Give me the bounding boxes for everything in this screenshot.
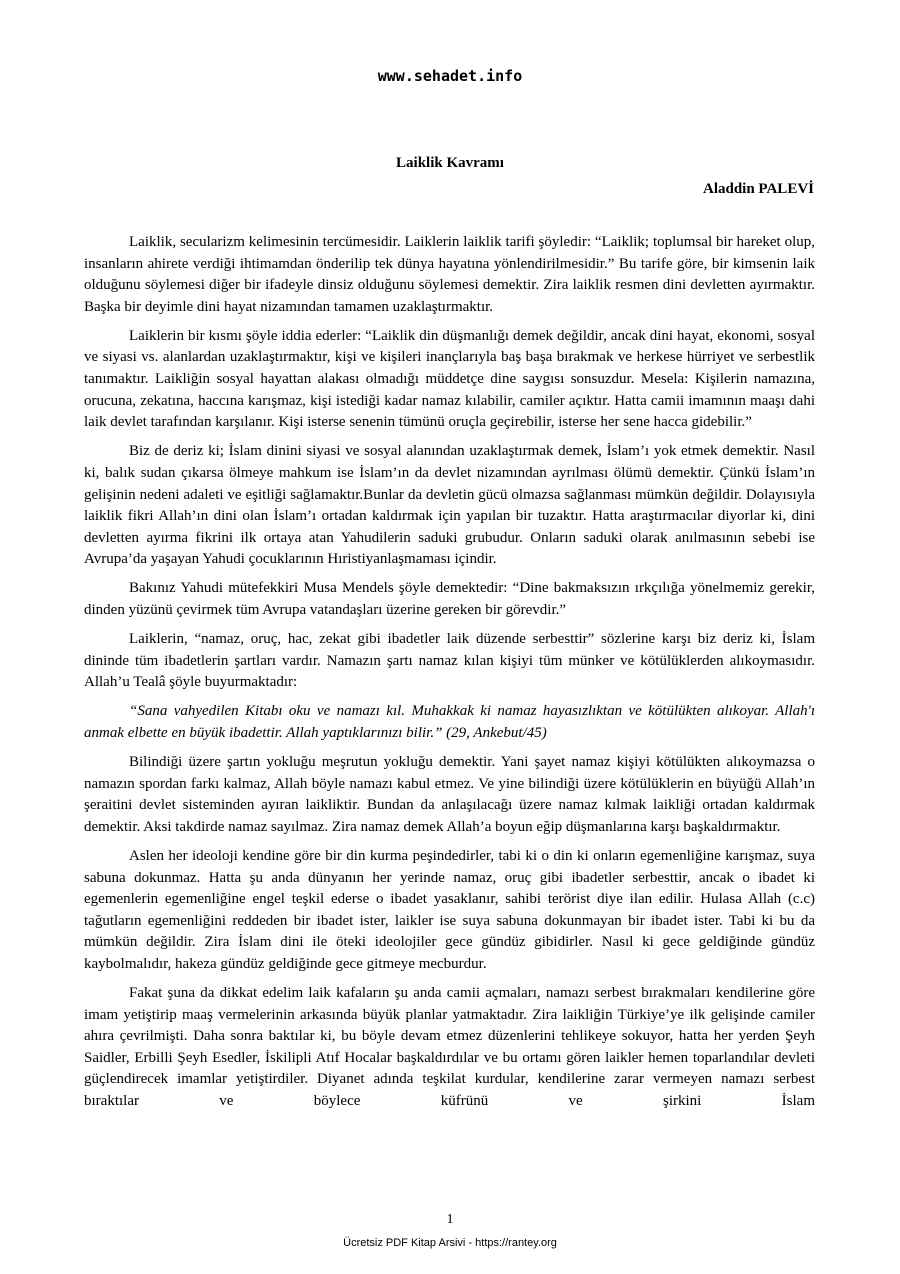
document-author: Aladdin PALEVİ — [702, 181, 814, 197]
paragraph-4: Bakınız Yahudi mütefekkiri Musa Mendels şöyle demektedir: “Dine bakmaksızın ırkçılığa yönelmemiz gerekir, dinden yüzünü çevirmek tüm Avrupa vatandaşları üzerine gereken bir görevdir.” — [84, 580, 815, 618]
paragraph-8: Aslen her ideoloji kendine göre bir din kurma peşindedirler, tabi ki o din ki onların egemenliğine karışmaz, suya sabuna dokunmaz. Hatta şu anda dünyanın her yerinde namaz, oruç gibi ibadetler serbesttir, ancak o ibadet ki egemenlerin egemenliğine engel teşkil ederse o ibadet yasaklanır, sahibi terörist diye ilan edilir. Hulasa Allah (c.c) tağutların egemenliğini reddeden bir ibadet ister, laikler ise suya sabuna dokunmayan bir ibadet ister. Tabi ki bu da mümkün değildir. Zira İslam dini ile öteki ideolojiler gece gündüz gibidirler. Nasıl ki gece geldiğinde gündüz kaybolmalıdır, hakeza gündüz geldiğinde gece gitmeye mecburdur. — [84, 847, 815, 972]
document-body — [84, 232, 815, 1113]
paragraph-1: Laiklik, secularizm kelimesinin tercümesidir. Laiklerin laiklik tarifi şöyledir: “Laiklik; toplumsal bir hareket olup, insanların ahirete verdiği ihtimamdan önderilip tek dünya hayatına yönlendirilmesidir.” Bu tarife göre, bir kimsenin laik olduğunu söylemesi diğer bir ifadeyle dinsiz olduğunu söylemesi demektir. Zira laiklik resmen dini devletten ayırmaktır. Başka bir deyimle dini hayat nizamından tamamen uzaklaştırmaktır. — [84, 234, 815, 315]
paragraph-3: Biz de deriz ki; İslam dinini siyasi ve sosyal alanından uzaklaştırmak demek, İslam’ı yok etmek demektir. Nasıl ki, balık sudan çıkarsa ölmeye mahkum ise İslam’ın da devlet nizamından ayrılması ölümü demektir. Çünkü İslam’ın gelişinin nedeni adaleti ve eşitliği sağlamaktır.Bunlar da devletin gücü olmazsa sağlanması mümkün değildir. Dolayısıyla laiklik fikri Allah’ın dini olan İslam’ı ortadan kaldırmak için yapılan bir tuzaktır. Hatta araştırmacılar diyorlar ki, dini devletten ayırma fikrini ilk ortaya atan Yahudilerin saduki grubudur. Onların saduki olarak anılmasının sebebi ise Avrupa’da yaşayan Yahudi çocuklarının Hıristiyanlaşmaması içindir. — [84, 443, 815, 568]
header-url: www.sehadet.info — [377, 67, 523, 85]
paragraph-5: Laiklerin, “namaz, oruç, hac, zekat gibi ibadetler laik düzende serbesttir” sözlerine karşı biz deriz ki, İslam dininde tüm ibadetlerin şartları vardır. Namazın şartı namaz kılan kişiyi tüm münker ve kötülüklerden alıkoymasıdır. Allah’u Tealâ şöyle buyurmaktadır: — [84, 631, 815, 691]
document-title: Laiklik Kavramı — [396, 155, 504, 171]
paragraph-9: Fakat şuna da dikkat edelim laik kafaların şu anda camii açmaları, namazı serbest bırakmaları kendilerine göre imam yetiştirip maaş vermelerinin arkasında büyük planlar yatmaktadır. Zira laikliğin Türkiye’ye ilk gelişinde camiler ahıra çevrilmişti. Daha sonra baktılar ki, bu böyle devam etmez düzenlerini tehlikeye sokuyor, hatta her yerden Şeyh Saidler, Erbilli Şeyh Esedler, İskilipli Atıf Hocalar başkaldırdılar ve bu ortamı gören laikler hemen toparlandılar devleti güçlendirecek imamlar yetiştirdiler. Diyanet adında teşkilat kurdular, kendilerine zarar vermeyen namazı serbest bıraktılar ve böylece küfrünü ve şirkini İslam — [84, 985, 815, 1109]
page-number: 1 — [446, 1212, 454, 1227]
paragraph-2: Laiklerin bir kısmı şöyle iddia ederler: “Laiklik din düşmanlığı demek değildir, ancak dini hayat, ekonomi, sosyal ve siyasi vs. alanlardan uzaklaştırmaktır, kişi ve kişileri inançlarıyla baş başa bırakmak ve herkese hürriyet ve serbestlik tanımaktır. Laikliğin sosyal hayattan alakası olmadığı müddetçe dine saygısı sonsuzdur. Mesela: Kişilerin namazına, orucuna, zekatına, haccına karışmaz, kişi istediği kadar namaz kılabilir, camiler açıktır. Hatta camii imamının maaşı dahi laik devlet tarafından karşılanır. Kişi isterse senenin tümünü oruçla geçirebilir, isterse her sene hacca gidebilir.” — [84, 327, 815, 431]
footer-text: Ücretsiz PDF Kitap Arsivi - https://rantey.org — [343, 1237, 557, 1249]
paragraph-7: Bilindiği üzere şartın yokluğu meşrutun yokluğu demektir. Yani şayet namaz kişiyi kötülükten alıkoymazsa o namazın spordan farkı kalmaz, Allah böyle namazı kabul etmez. Ve yine bilindiği üzere kötülüklerin en büyüğü Allah’ın şeraitini devlet sisteminden ayıran laikliktir. Bundan da anlaşılacağı üzere namaz kılmak laikliği ortadan kaldırmak demektir. Aksi takdirde namaz sayılmaz. Zira namaz demek Allah’a boyun eğip düşmanlarına karşı başkaldırmaktır. — [84, 754, 815, 835]
quote-paragraph: “Sana vahyedilen Kitabı oku ve namazı kıl. Muhakkak ki namaz hayasızlıktan ve kötülükten alıkoyar. Allah'ı anmak elbette en büyük ibadettir. Allah yaptıklarınızı bilir.” (29, Ankebut/45) — [84, 703, 815, 741]
